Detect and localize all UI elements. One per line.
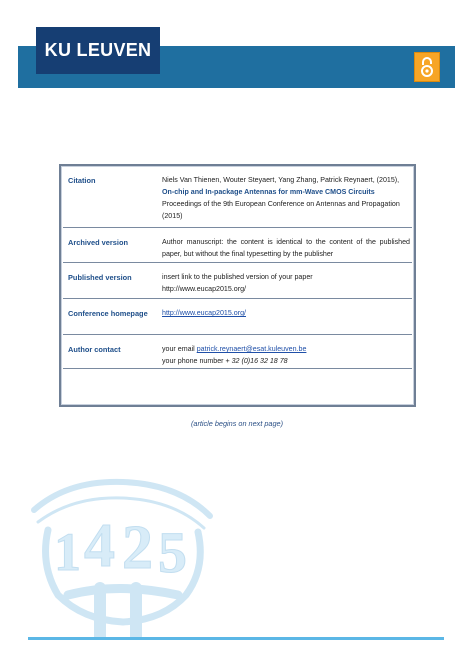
email-prefix: your email [162,345,197,353]
archived-version-content [162,236,410,260]
conference-homepage-row [63,299,412,335]
phone-prefix: your phone number + [162,357,232,365]
empty-row [63,369,412,405]
published-version-line1: insert link to the published version of your paper [162,273,313,281]
published-version-row [63,263,412,299]
published-version-url: http://www.eucap2015.org/ [162,285,246,293]
ku-leuven-logo [36,27,160,74]
archived-version-row [63,228,412,263]
author-phone-line [162,355,410,367]
citation-content [162,174,410,222]
author-contact-row [63,335,412,369]
published-version-label: Published version [68,273,132,282]
citation-year: (2015) [162,212,183,220]
citation-title: On-chip and In-package Antennas for mm-Wave CMOS Circuits [162,188,375,196]
author-email-line [162,343,410,355]
svg-text:2: 2 [122,514,153,582]
author-phone: 32 (0)16 32 18 78 [231,357,288,365]
author-contact-content [162,343,410,367]
citation-proceedings: Proceedings of the 9th European Conference on Antennas and Propagation [162,200,400,208]
citation-row [63,166,412,228]
logo-text: KU LEUVEN [44,40,152,60]
conference-homepage-label: Conference homepage [68,309,148,318]
svg-text:5: 5 [158,520,187,585]
author-contact-label: Author contact [68,345,121,354]
citation-info-table [59,164,416,407]
citation-label: Citation [68,176,96,185]
citation-authors: Niels Van Thienen, Wouter Steyaert, Yang Zhang, Patrick Reynaert, (2015), [162,176,400,184]
svg-text:1: 1 [54,522,81,582]
article-begins-note: (article begins on next page) [190,419,284,428]
conference-homepage-link[interactable]: http://www.eucap2015.org/ [162,309,246,317]
ku-leuven-1425-seal-watermark [28,470,218,640]
open-access-icon [414,52,440,82]
archived-version-label: Archived version [68,238,128,247]
archived-version-text: Author manuscript: the content is identical to the content of the published paper, but without the final typesetting by the publisher [162,238,410,258]
author-email-link[interactable]: patrick.reynaert@esat.kuleuven.be [196,345,307,353]
conference-homepage-content [162,307,410,319]
footer-line [28,637,444,640]
svg-text:4: 4 [84,512,115,580]
published-version-content [162,271,410,295]
